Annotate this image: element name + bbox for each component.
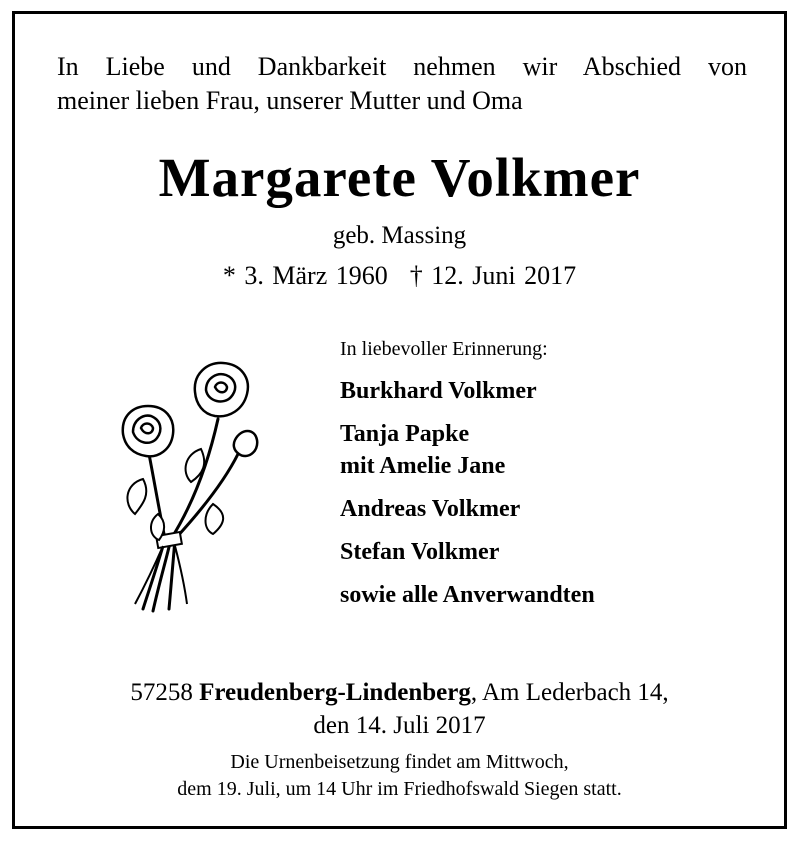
- birth-name: geb. Massing: [332, 222, 467, 249]
- funeral-line-2: dem 19. Juli, um 14 Uhr im Friedhofswald Siegen statt.: [177, 778, 622, 800]
- mourners-list: [340, 338, 760, 622]
- mourner-name: Burkhard Volkmer: [340, 378, 537, 404]
- intro-text: [57, 50, 747, 118]
- funeral-line-1: Die Urnenbeisetzung findet am Mittwoch,: [230, 751, 569, 773]
- birth-date: * 3. März 1960: [222, 261, 388, 290]
- mourner-name: sowie alle Anverwandten: [340, 582, 595, 608]
- street-address: , Am Lederbach 14,: [470, 679, 669, 706]
- memory-heading: In liebevoller Erinnerung:: [340, 338, 548, 360]
- address-block: [15, 676, 784, 742]
- funeral-info: [15, 749, 784, 803]
- roses-icon: [113, 354, 263, 614]
- life-dates: [15, 261, 784, 291]
- death-date: † 12. Juni 2017: [409, 261, 577, 290]
- intro-line-2: meiner lieben Frau, unserer Mutter und Oma: [57, 86, 523, 115]
- postcode: 57258: [130, 679, 193, 706]
- intro-line-1: In Liebe und Dankbarkeit nehmen wir Abschied von: [57, 52, 747, 81]
- town-name: Freudenberg-Lindenberg: [199, 679, 471, 706]
- mourner-name: Stefan Volkmer: [340, 539, 500, 565]
- mourner-name: mit Amelie Jane: [340, 453, 506, 479]
- mourner-name: Tanja Papke: [340, 421, 470, 447]
- deceased-name: Margarete Volkmer: [158, 147, 641, 208]
- notice-date: den 14. Juli 2017: [313, 712, 486, 739]
- mourner-name: Andreas Volkmer: [340, 496, 521, 522]
- obituary-frame: [12, 11, 787, 829]
